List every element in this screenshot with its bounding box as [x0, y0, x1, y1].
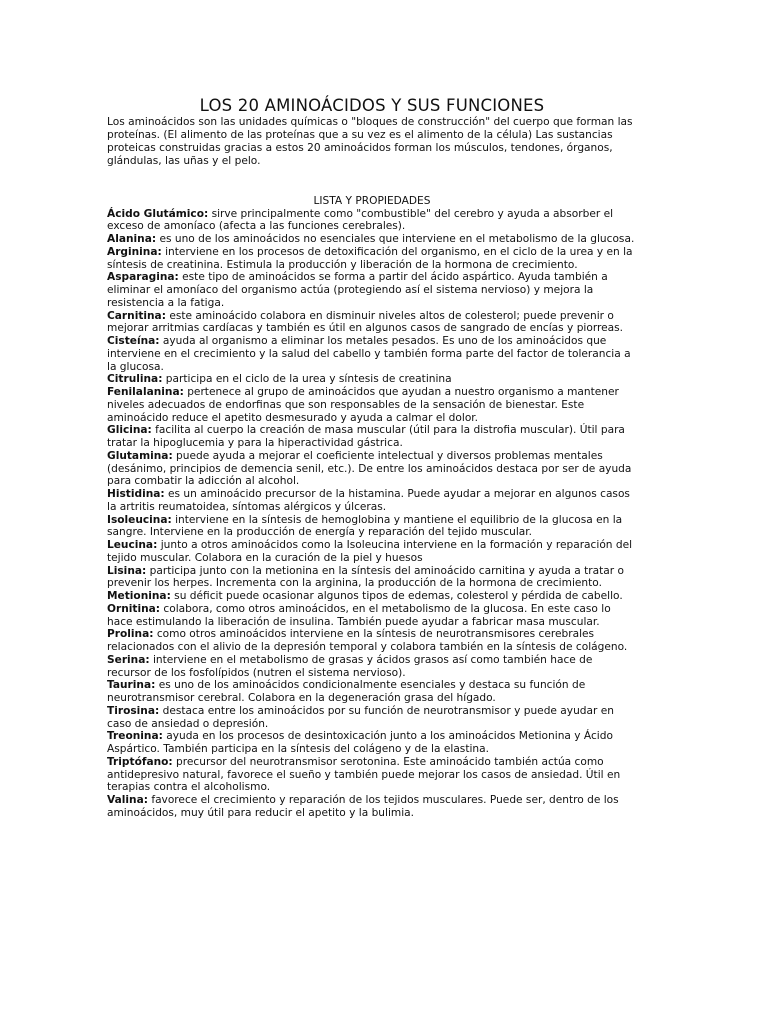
- amino-acid-item: [107, 756, 637, 794]
- amino-acid-item: [107, 373, 637, 386]
- amino-acid-item: [107, 654, 637, 680]
- amino-acid-name: Leucina:: [107, 539, 158, 552]
- section-heading: LISTA Y PROPIEDADES: [313, 194, 431, 207]
- amino-acid-name: Cisteína:: [107, 335, 160, 348]
- amino-acid-description: interviene en la síntesis de hemoglobina y mantiene el equilibrio de la glucosa en la sangre. Interviene en la producción de energía y reparación del tejido muscular.: [107, 513, 623, 539]
- amino-acid-name: Arginina:: [107, 245, 162, 258]
- amino-acid-item: [107, 271, 637, 309]
- amino-acid-name: Ornitina:: [107, 602, 161, 615]
- amino-acid-name: Glutamina:: [107, 449, 173, 462]
- amino-acid-item: [107, 424, 637, 450]
- amino-acid-name: Tirosina:: [107, 704, 160, 717]
- amino-acid-name: Prolina:: [107, 628, 154, 641]
- amino-acid-description: participa junto con la metionina en la síntesis del aminoácido carnitina y ayuda a tratar o prevenir los herpes. Incrementa con la arginina, la producción de la hormona de crecimiento.: [107, 564, 625, 590]
- amino-acid-name: Triptófano:: [107, 755, 173, 768]
- amino-acid-description: interviene en los procesos de detoxificación del organismo, en el ciclo de la urea y en la síntesis de creatinina. Estimula la producción y liberación de la hormona de crecimiento.: [107, 245, 633, 271]
- amino-acid-description: destaca entre los aminoácidos por su función de neurotransmisor y puede ayudar en caso de ansiedad o depresión.: [107, 704, 614, 730]
- amino-acid-description: ayuda al organismo a eliminar los metales pesados. Es uno de los aminoácidos que interviene en el crecimiento y la salud del cabello y también forma parte del factor de tolerancia a la glucosa.: [107, 335, 631, 373]
- amino-acid-name: Taurina:: [107, 679, 156, 692]
- amino-acid-description: es uno de los aminoácidos no esenciales que interviene en el metabolismo de la glucosa.: [156, 233, 635, 246]
- amino-acid-name: Carnitina:: [107, 309, 166, 322]
- amino-acid-item: [107, 730, 637, 756]
- amino-acid-description: ayuda en los procesos de desintoxicación junto a los aminoácidos Metionina y Ácido Aspártico. También participa en la síntesis del colágeno y de la elastina.: [107, 730, 613, 756]
- amino-acid-description: junto a otros aminoácidos como la Isoleucina interviene en la formación y reparación del tejido muscular. Colabora en la curación de la piel y huesos: [107, 539, 633, 564]
- amino-acid-item: [107, 233, 637, 246]
- amino-acid-description: es uno de los aminoácidos condicionalmente esenciales y destaca su función de neurotransmisor cerebral. Colabora en la degeneración grasa del hígado.: [107, 679, 586, 705]
- amino-acid-description: interviene en el metabolismo de grasas y ácidos grasos así como también hace de recursor de los fosfolípidos (nutren el sistema nervioso).: [107, 653, 593, 679]
- amino-acid-name: Isoleucina:: [107, 513, 172, 526]
- document-page: [107, 96, 637, 820]
- amino-acid-description: facilita al cuerpo la creación de masa muscular (útil para la distrofia muscular). Útil para tratar la hipoglucemia y para la hiperactividad gástrica.: [107, 424, 625, 450]
- amino-acid-description: participa en el ciclo de la urea y síntesis de creatinina: [162, 373, 452, 386]
- amino-acid-item: [107, 450, 637, 488]
- amino-acid-description: colabora, como otros aminoácidos, en el metabolismo de la glucosa. En este caso lo hace estimulando la liberación de insulina. También puede ayudar a fabricar masa muscular.: [107, 602, 611, 628]
- amino-acid-description: este aminoácido colabora en disminuir niveles altos de colesterol; puede prevenir o mejorar arritmias cardíacas y también es útil en algunos casos de sangrado de encías y piorreas.: [107, 309, 624, 335]
- amino-acid-description: es un aminoácido precursor de la histamina. Puede ayudar a mejorar en algunos casos la artritis reumatoidea, síntomas alérgicos y úlceras.: [107, 488, 630, 513]
- amino-acid-list: [107, 208, 637, 820]
- amino-acid-description: precursor del neurotransmisor serotonina. Este aminoácido también actúa como antidepresivo natural, favorece el sueño y también puede mejorar los casos de ansiedad. Útil en terapias contra el alcoholismo.: [107, 755, 621, 794]
- amino-acid-item: [107, 246, 637, 272]
- amino-acid-item: [107, 488, 637, 514]
- amino-acid-item: [107, 794, 637, 820]
- amino-acid-item: [107, 603, 637, 629]
- amino-acid-name: Citrulina:: [107, 373, 163, 386]
- amino-acid-description: como otros aminoácidos interviene en la síntesis de neurotransmisores cerebrales relacionados con el alivio de la depresión temporal y colabora también en la síntesis de colágeno.: [107, 628, 628, 654]
- amino-acid-description: puede ayuda a mejorar el coeficiente intelectual y diversos problemas mentales (desánimo, principios de demencia senil, etc.). De entre los aminoácidos destaca por ser de ayuda para combatir la adicción al alcohol.: [107, 449, 632, 488]
- amino-acid-name: Treonina:: [107, 730, 163, 743]
- amino-acid-name: Fenilalanina:: [107, 386, 184, 399]
- amino-acid-name: Valina:: [107, 794, 148, 807]
- amino-acid-item: [107, 310, 637, 336]
- document-title: LOS 20 AMINOÁCIDOS Y SUS FUNCIONES: [199, 96, 545, 115]
- amino-acid-description: favorece el crecimiento y reparación de los tejidos musculares. Puede ser, dentro de los aminoácidos, muy útil para reducir el apetito y la bulimia.: [107, 794, 619, 819]
- amino-acid-name: Asparagina:: [107, 271, 179, 284]
- amino-acid-description: este tipo de aminoácidos se forma a partir del ácido aspártico. Ayuda también a eliminar el amoníaco del organismo actúa (protegiendo así el sistema nervioso) y mejora la resistencia a la fatiga.: [107, 271, 608, 309]
- amino-acid-name: Alanina:: [107, 233, 157, 246]
- amino-acid-description: sirve principalmente como "combustible" del cerebro y ayuda a absorber el exceso de amoníaco (afecta a las funciones cerebrales).: [107, 207, 614, 233]
- amino-acid-name: Metionina:: [107, 590, 171, 603]
- amino-acid-name: Histidina:: [107, 488, 165, 501]
- amino-acid-name: Serina:: [107, 653, 150, 666]
- amino-acid-name: Ácido Glutámico:: [107, 207, 209, 220]
- amino-acid-name: Glicina:: [107, 424, 152, 437]
- amino-acid-item: [107, 386, 637, 424]
- intro-paragraph: Los aminoácidos son las unidades químicas o "bloques de construcción" del cuerpo que forman las proteínas. (El alimento de las proteínas que a su vez es el alimento de la célula) Las sustancias proteicas construidas gracias a estos 20 aminoácidos forman los músculos, tendones, órganos, glándulas, las uñas y el pelo.: [107, 116, 633, 167]
- amino-acid-item: [107, 335, 637, 373]
- amino-acid-description: pertenece al grupo de aminoácidos que ayudan a nuestro organismo a mantener niveles adecuados de endorfinas que son responsables de la sensación de bienestar. Este aminoácido reduce el apetito desmesurado y ayuda a calmar el dolor.: [107, 386, 619, 424]
- amino-acid-item: [107, 628, 637, 654]
- amino-acid-name: Lisina:: [107, 564, 147, 577]
- amino-acid-item: [107, 590, 637, 603]
- amino-acid-item: [107, 514, 637, 540]
- amino-acid-item: [107, 208, 637, 234]
- amino-acid-description: su déficit puede ocasionar algunos tipos de edemas, colesterol y pérdida de cabello.: [170, 590, 623, 603]
- amino-acid-item: [107, 679, 637, 705]
- amino-acid-item: [107, 539, 637, 565]
- amino-acid-item: [107, 565, 637, 591]
- amino-acid-item: [107, 705, 637, 731]
